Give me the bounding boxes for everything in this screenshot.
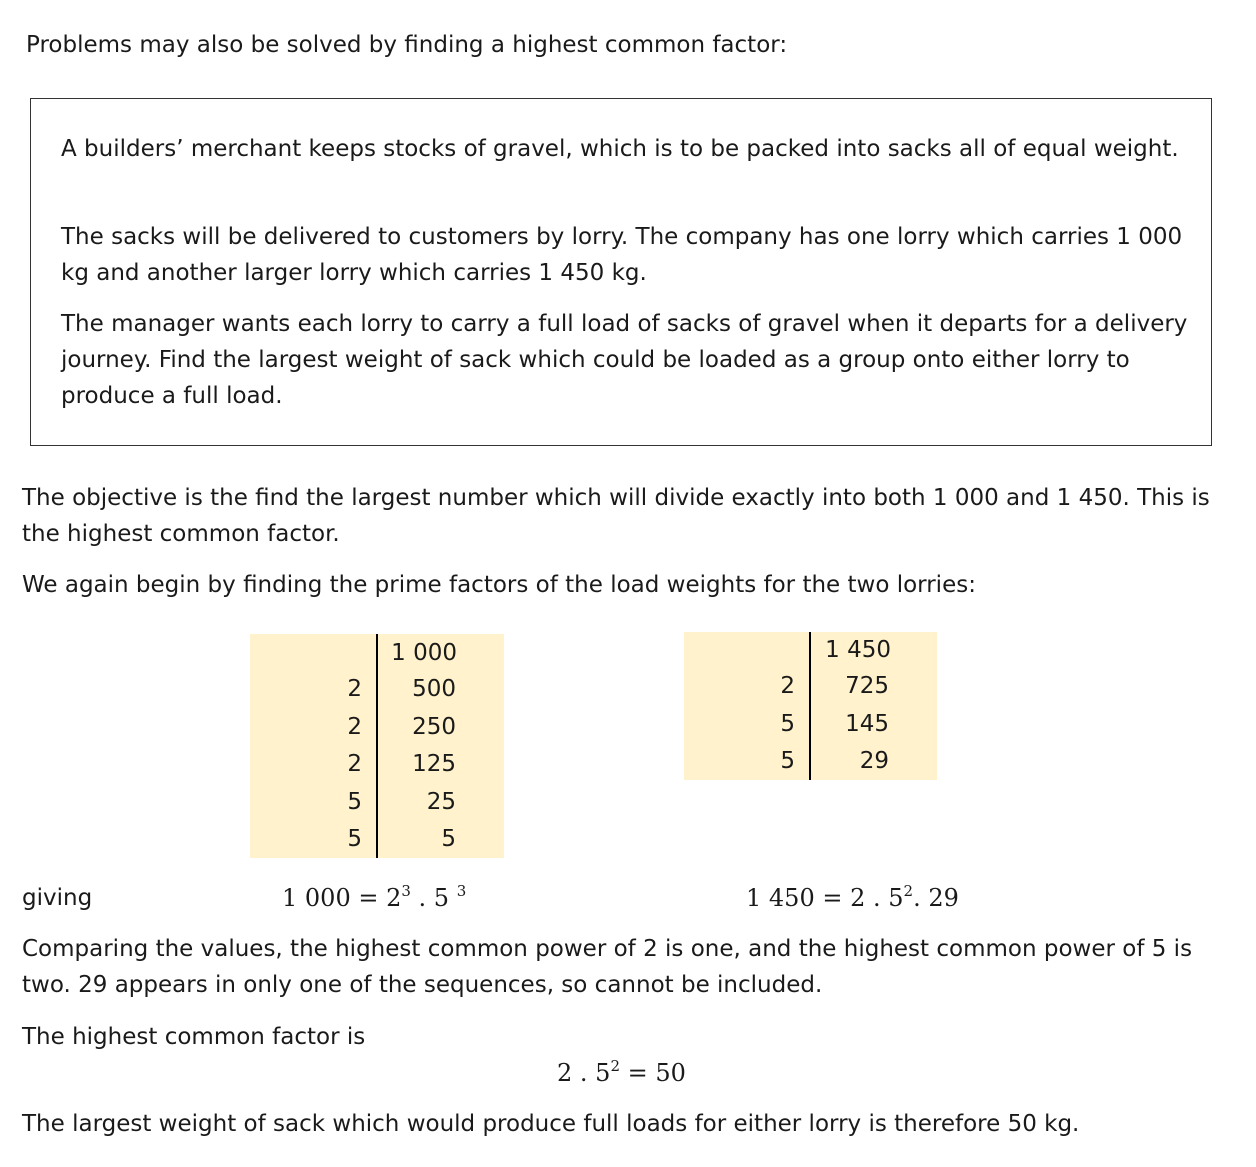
factor-divisor: 5 (347, 826, 362, 852)
factor-start-value: 1 000 (391, 640, 457, 666)
intro-text: Problems may also be solved by finding a highest common factor: (26, 32, 788, 58)
problem-paragraph-2: The sacks will be delivered to customers by lorry. The company has one lorry which carries 1 000 kg and another larger lorry which carries 1 450 kg. (61, 224, 1183, 286)
equation-base: . 5 (410, 884, 457, 912)
problem-paragraph-1: A builders’ merchant keeps stocks of gravel, which is to be packed into sacks all of equal weight. (61, 136, 1179, 162)
factor-divisor: 2 (347, 751, 362, 777)
factor-table-1450 (684, 632, 937, 780)
factor-divisor: 2 (347, 714, 362, 740)
factor-quotient: 250 (412, 714, 456, 740)
factor-divisor: 2 (780, 673, 795, 699)
factor-table-1000 (250, 634, 504, 858)
factor-quotient: 25 (426, 789, 456, 815)
equation-exponent: 3 (401, 882, 411, 900)
factor-quotient: 725 (845, 673, 889, 699)
factor-start-value: 1 450 (825, 637, 891, 663)
equation-rest: . 29 (913, 884, 959, 912)
equation-lhs: 1 450 = (746, 884, 843, 912)
factor-quotient: 29 (859, 748, 889, 774)
equation-base: 2 (386, 884, 402, 912)
hcf-equation (557, 1055, 686, 1094)
factor-quotient: 500 (412, 676, 456, 702)
equation-exponent: 2 (903, 882, 914, 900)
equation-1000 (282, 880, 466, 919)
equation-1450 (746, 880, 959, 919)
problem-paragraph-3: The manager wants each lorry to carry a full load of sacks of gravel when it departs for a delivery journey. Find the largest weight of sack which could be loaded as a group onto either lorry to produce a full load. (61, 311, 1188, 409)
hcf-label: The highest common factor is (22, 1024, 366, 1050)
factor-divisor: 5 (780, 711, 795, 737)
equation-rest: = 50 (619, 1059, 686, 1087)
problem-box (30, 98, 1212, 446)
conclusion-text: The largest weight of sack which would produce full loads for either lorry is therefore 50 kg. (22, 1111, 1080, 1137)
equation-exponent: 2 (610, 1057, 620, 1075)
equation-base: 2 . 5 (850, 884, 904, 912)
prime-factors-intro: We again begin by finding the prime factors of the load weights for the two lorries: (22, 572, 976, 598)
comparison-text: Comparing the values, the highest common power of 2 is one, and the highest common power of 5 is two. 29 appears in only one of the sequences, so cannot be included. (22, 936, 1193, 998)
factor-divisor: 5 (780, 748, 795, 774)
factor-divisor: 2 (347, 676, 362, 702)
factor-quotient: 125 (412, 751, 456, 777)
factor-quotient: 5 (441, 826, 456, 852)
equation-exponent: 3 (456, 882, 467, 900)
giving-label: giving (22, 885, 93, 911)
factor-divisor: 5 (347, 789, 362, 815)
equation-base: 2 . 5 (557, 1059, 611, 1087)
factor-quotient: 145 (845, 711, 889, 737)
equation-lhs: 1 000 = (282, 884, 379, 912)
objective-text: The objective is the find the largest number which will divide exactly into both 1 000 and 1 450. This is the highest common factor. (22, 485, 1210, 547)
